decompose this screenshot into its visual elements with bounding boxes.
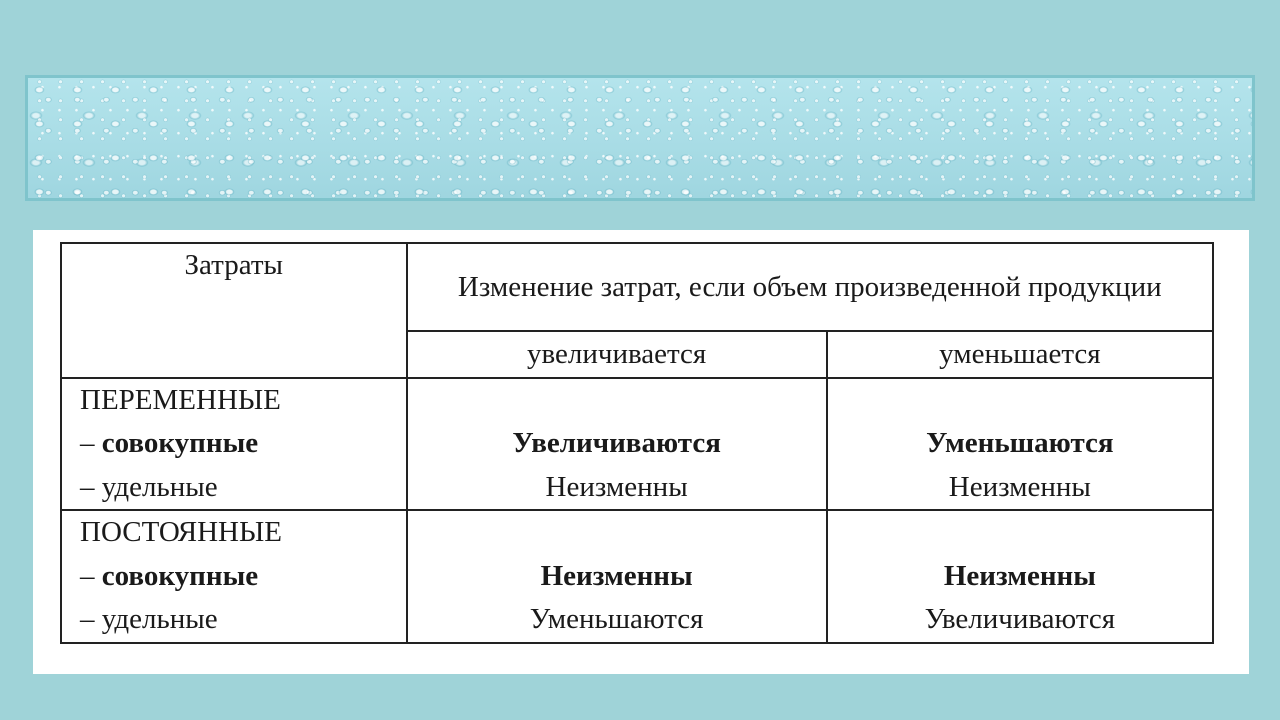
header-decrease: уменьшается [827, 331, 1213, 378]
dash: – [80, 603, 95, 636]
cell-value: Увеличиваются [924, 603, 1116, 636]
dash: – [80, 427, 95, 460]
cell-value: Увеличиваются [512, 427, 721, 460]
unit-label: удельные [101, 470, 218, 503]
header-costs: Затраты [61, 243, 407, 378]
cell-variable-increase [407, 378, 827, 511]
cell-value: Уменьшаются [529, 603, 704, 636]
cell-variable-decrease [827, 378, 1213, 511]
cell-value: Неизменны [948, 470, 1091, 503]
total-label: совокупные [101, 559, 259, 592]
table-row-variable [61, 378, 1213, 511]
content-card [33, 230, 1249, 674]
cell-fixed-increase [407, 510, 827, 643]
row-title: ПОСТОЯННЫЕ [80, 516, 283, 549]
total-label: совокупные [101, 427, 259, 460]
dash: – [80, 559, 95, 592]
cell-value: Уменьшаются [926, 427, 1114, 460]
water-drops-banner [25, 75, 1255, 201]
header-increase: увеличивается [407, 331, 827, 378]
cell-value: Неизменны [943, 559, 1096, 592]
cell-value: Неизменны [540, 559, 693, 592]
dash: – [80, 470, 95, 503]
row-title: ПЕРЕМЕННЫЕ [80, 383, 281, 416]
row-label-variable [61, 378, 407, 511]
cell-value: Неизменны [545, 470, 688, 503]
cell-fixed-decrease [827, 510, 1213, 643]
row-label-fixed [61, 510, 407, 643]
unit-label: удельные [101, 603, 218, 636]
header-change: Изменение затрат, если объем произведенной продукции [407, 243, 1213, 331]
costs-table [60, 242, 1214, 644]
table-row-fixed [61, 510, 1213, 643]
